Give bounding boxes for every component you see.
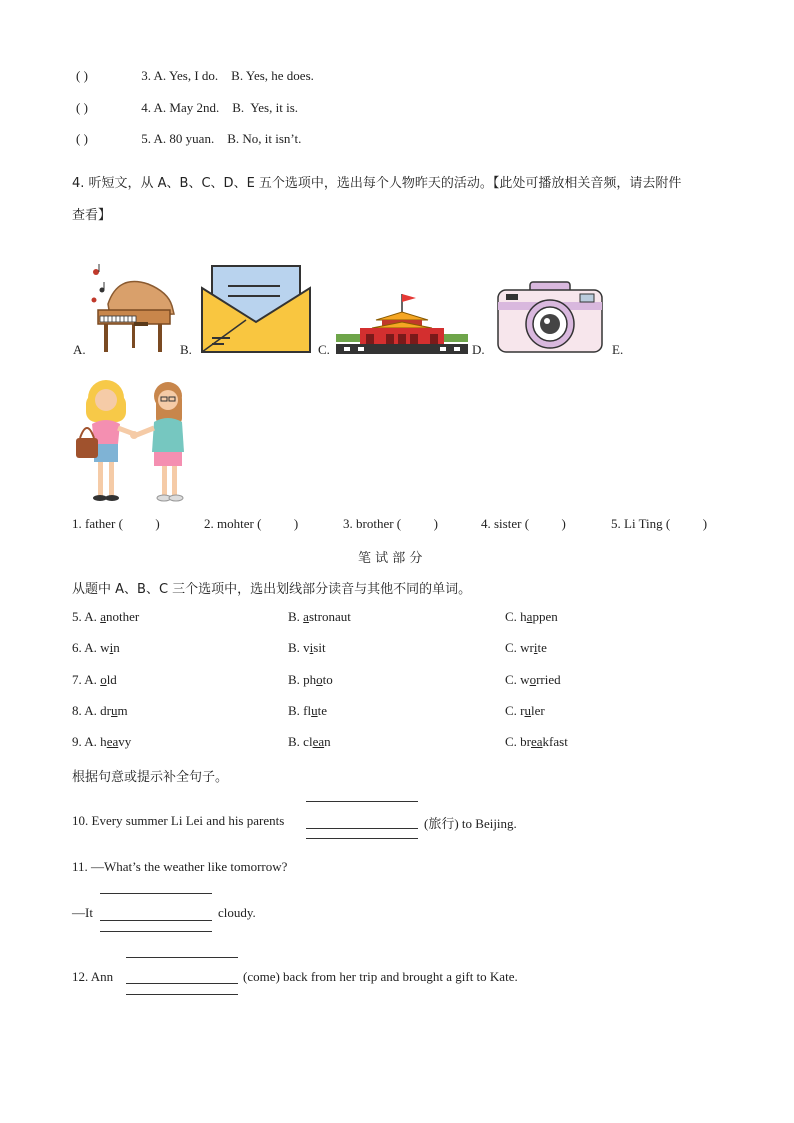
phonics-option-6-a[interactable]	[72, 640, 120, 656]
word-part: rried	[536, 672, 561, 687]
question-text: 3. A. Yes, I do. B. Yes, he does.	[141, 68, 314, 83]
question-text: 4. A. May 2nd. B. Yes, it is.	[141, 100, 298, 115]
section-title: 笔 试 部 分	[358, 551, 423, 566]
phonics-option-7-b[interactable]	[288, 672, 333, 688]
answer-paren[interactable]: ( )	[76, 131, 88, 146]
envelope-icon	[200, 264, 312, 356]
underlined-letters: u	[524, 703, 531, 718]
phonics-option-9-c[interactable]	[505, 734, 568, 750]
word-part: m	[117, 703, 128, 718]
answer-paren[interactable]: ( )	[118, 516, 160, 531]
q10-before: 10. Every summer Li Lei and his parents	[72, 813, 285, 828]
word-part: B. v	[288, 640, 310, 655]
answer-paren[interactable]: ( )	[665, 516, 708, 531]
underlined-letters: i	[109, 640, 114, 655]
option-label-a: A.	[73, 342, 86, 357]
tiananmen-icon	[336, 290, 468, 356]
q4-answer-mother	[204, 516, 298, 532]
q12-before: 12. Ann	[72, 969, 114, 984]
underlined-letters: ea	[106, 734, 119, 749]
phonics-option-8-c[interactable]	[505, 703, 545, 719]
word-part: C. w	[505, 672, 530, 687]
option-label-d: D.	[472, 342, 485, 357]
q11-after: cloudy.	[218, 905, 256, 920]
q12-after: (come) back from her trip and brought a gift to Kate.	[243, 969, 518, 984]
question-number: 5.	[72, 609, 82, 624]
word-part: n	[324, 734, 331, 749]
complete-instruction: 根据句意或提示补全句子。	[72, 770, 229, 785]
q12-answer-line[interactable]	[126, 983, 238, 984]
answer-paren[interactable]: ( )	[396, 516, 438, 531]
person-label: 5. Li Ting	[611, 516, 663, 531]
listening-row-4	[76, 100, 298, 116]
word-part: C. h	[505, 609, 527, 624]
underlined-letters: o	[100, 672, 107, 687]
phonics-option-5-c[interactable]	[505, 609, 558, 625]
option-label-e: E.	[612, 342, 624, 357]
person-label: 3. brother	[343, 516, 394, 531]
phonics-instruction: 从题中 A、B、C 三个选项中，选出划线部分读音与其他不同的单词。	[72, 582, 472, 597]
underlined-letters: o	[529, 672, 537, 687]
phonics-option-8-a[interactable]	[72, 703, 128, 719]
word-part: vy	[118, 734, 132, 749]
q11-line-top	[100, 893, 212, 894]
answer-paren[interactable]: ( )	[524, 516, 566, 531]
person-label: 1. father	[72, 516, 116, 531]
q12-line-top	[126, 957, 238, 958]
answer-paren[interactable]: ( )	[257, 516, 299, 531]
q12-line-bottom	[126, 994, 238, 995]
word-part: C. br	[505, 734, 531, 749]
word-part: C. r	[505, 703, 525, 718]
answer-paren[interactable]: ( )	[76, 68, 88, 83]
q4-answer-liting	[611, 516, 707, 532]
word-part: ld	[106, 672, 117, 687]
word-part: kfast	[542, 734, 568, 749]
underlined-letters: ea	[312, 734, 325, 749]
word-part: A. h	[84, 734, 107, 749]
question-text: 5. A. 80 yuan. B. No, it isn’t.	[141, 131, 302, 146]
word-part: sit	[313, 640, 326, 655]
word-part: to	[322, 672, 333, 687]
q11-line-bottom	[100, 931, 212, 932]
underlined-letters: u	[111, 703, 118, 718]
person-label: 4. sister	[481, 516, 522, 531]
word-part: A. dr	[84, 703, 112, 718]
q4-instruction-line2: 查看】	[72, 208, 112, 223]
word-part: A.	[84, 609, 101, 624]
q4-instruction-line1: 4. 听短文，从 A、B、C、D、E 五个选项中，选出每个人物昨天的活动。【此处可播放相关音频，请去附件	[72, 176, 682, 191]
option-label-c: C.	[318, 342, 330, 357]
phonics-option-9-b[interactable]	[288, 734, 331, 750]
piano-icon	[88, 264, 176, 354]
q4-answer-father	[72, 516, 160, 532]
underlined-letters: i	[309, 640, 314, 655]
listening-row-3	[76, 68, 314, 84]
q10-answer-line[interactable]	[306, 828, 418, 829]
phonics-option-9-a[interactable]	[72, 734, 131, 750]
underlined-letters: i	[533, 640, 538, 655]
word-part: C. wr	[505, 640, 534, 655]
q10-line-bottom	[306, 838, 418, 839]
underlined-letters: u	[311, 703, 318, 718]
word-part: ppen	[532, 609, 558, 624]
camera-icon	[494, 280, 606, 356]
underlined-letters: a	[100, 609, 106, 624]
underlined-letters: o	[316, 672, 323, 687]
word-part: ler	[531, 703, 545, 718]
word-part: B.	[288, 609, 304, 624]
word-part: B. cl	[288, 734, 313, 749]
word-part: B. ph	[288, 672, 317, 687]
word-part: A. w	[84, 640, 110, 655]
phonics-option-5-b[interactable]	[288, 609, 351, 625]
question-number: 9.	[72, 734, 82, 749]
word-part: stronaut	[308, 609, 351, 624]
listening-row-5	[76, 131, 301, 147]
phonics-option-5-a[interactable]	[72, 609, 139, 625]
q4-answer-sister	[481, 516, 566, 532]
word-part: te	[537, 640, 547, 655]
word-part: te	[317, 703, 328, 718]
underlined-letters: ea	[531, 734, 543, 749]
phonics-option-6-b[interactable]	[288, 640, 326, 656]
word-part: B. fl	[288, 703, 312, 718]
question-number: 7.	[72, 672, 82, 687]
q10-after: (旅行) to Beijing.	[424, 816, 517, 831]
phonics-option-7-a[interactable]	[72, 672, 117, 688]
phonics-option-6-c[interactable]	[505, 640, 547, 656]
underlined-letters: a	[526, 609, 533, 624]
q11-answer-line[interactable]	[100, 920, 212, 921]
question-number: 6.	[72, 640, 82, 655]
question-number: 8.	[72, 703, 82, 718]
word-part: nother	[105, 609, 140, 624]
q4-answer-brother	[343, 516, 438, 532]
underlined-letters: a	[303, 609, 309, 624]
word-part: n	[113, 640, 120, 655]
q11-question: 11. —What’s the weather like tomorrow?	[72, 859, 288, 874]
phonics-option-8-b[interactable]	[288, 703, 327, 719]
answer-paren[interactable]: ( )	[76, 100, 88, 115]
q10-line-top	[306, 801, 418, 802]
handshake-people-icon	[72, 378, 198, 504]
word-part: A.	[84, 672, 101, 687]
q11-before: —It	[72, 905, 93, 920]
person-label: 2. mohter	[204, 516, 254, 531]
option-label-b: B.	[180, 342, 192, 357]
phonics-option-7-c[interactable]	[505, 672, 561, 688]
